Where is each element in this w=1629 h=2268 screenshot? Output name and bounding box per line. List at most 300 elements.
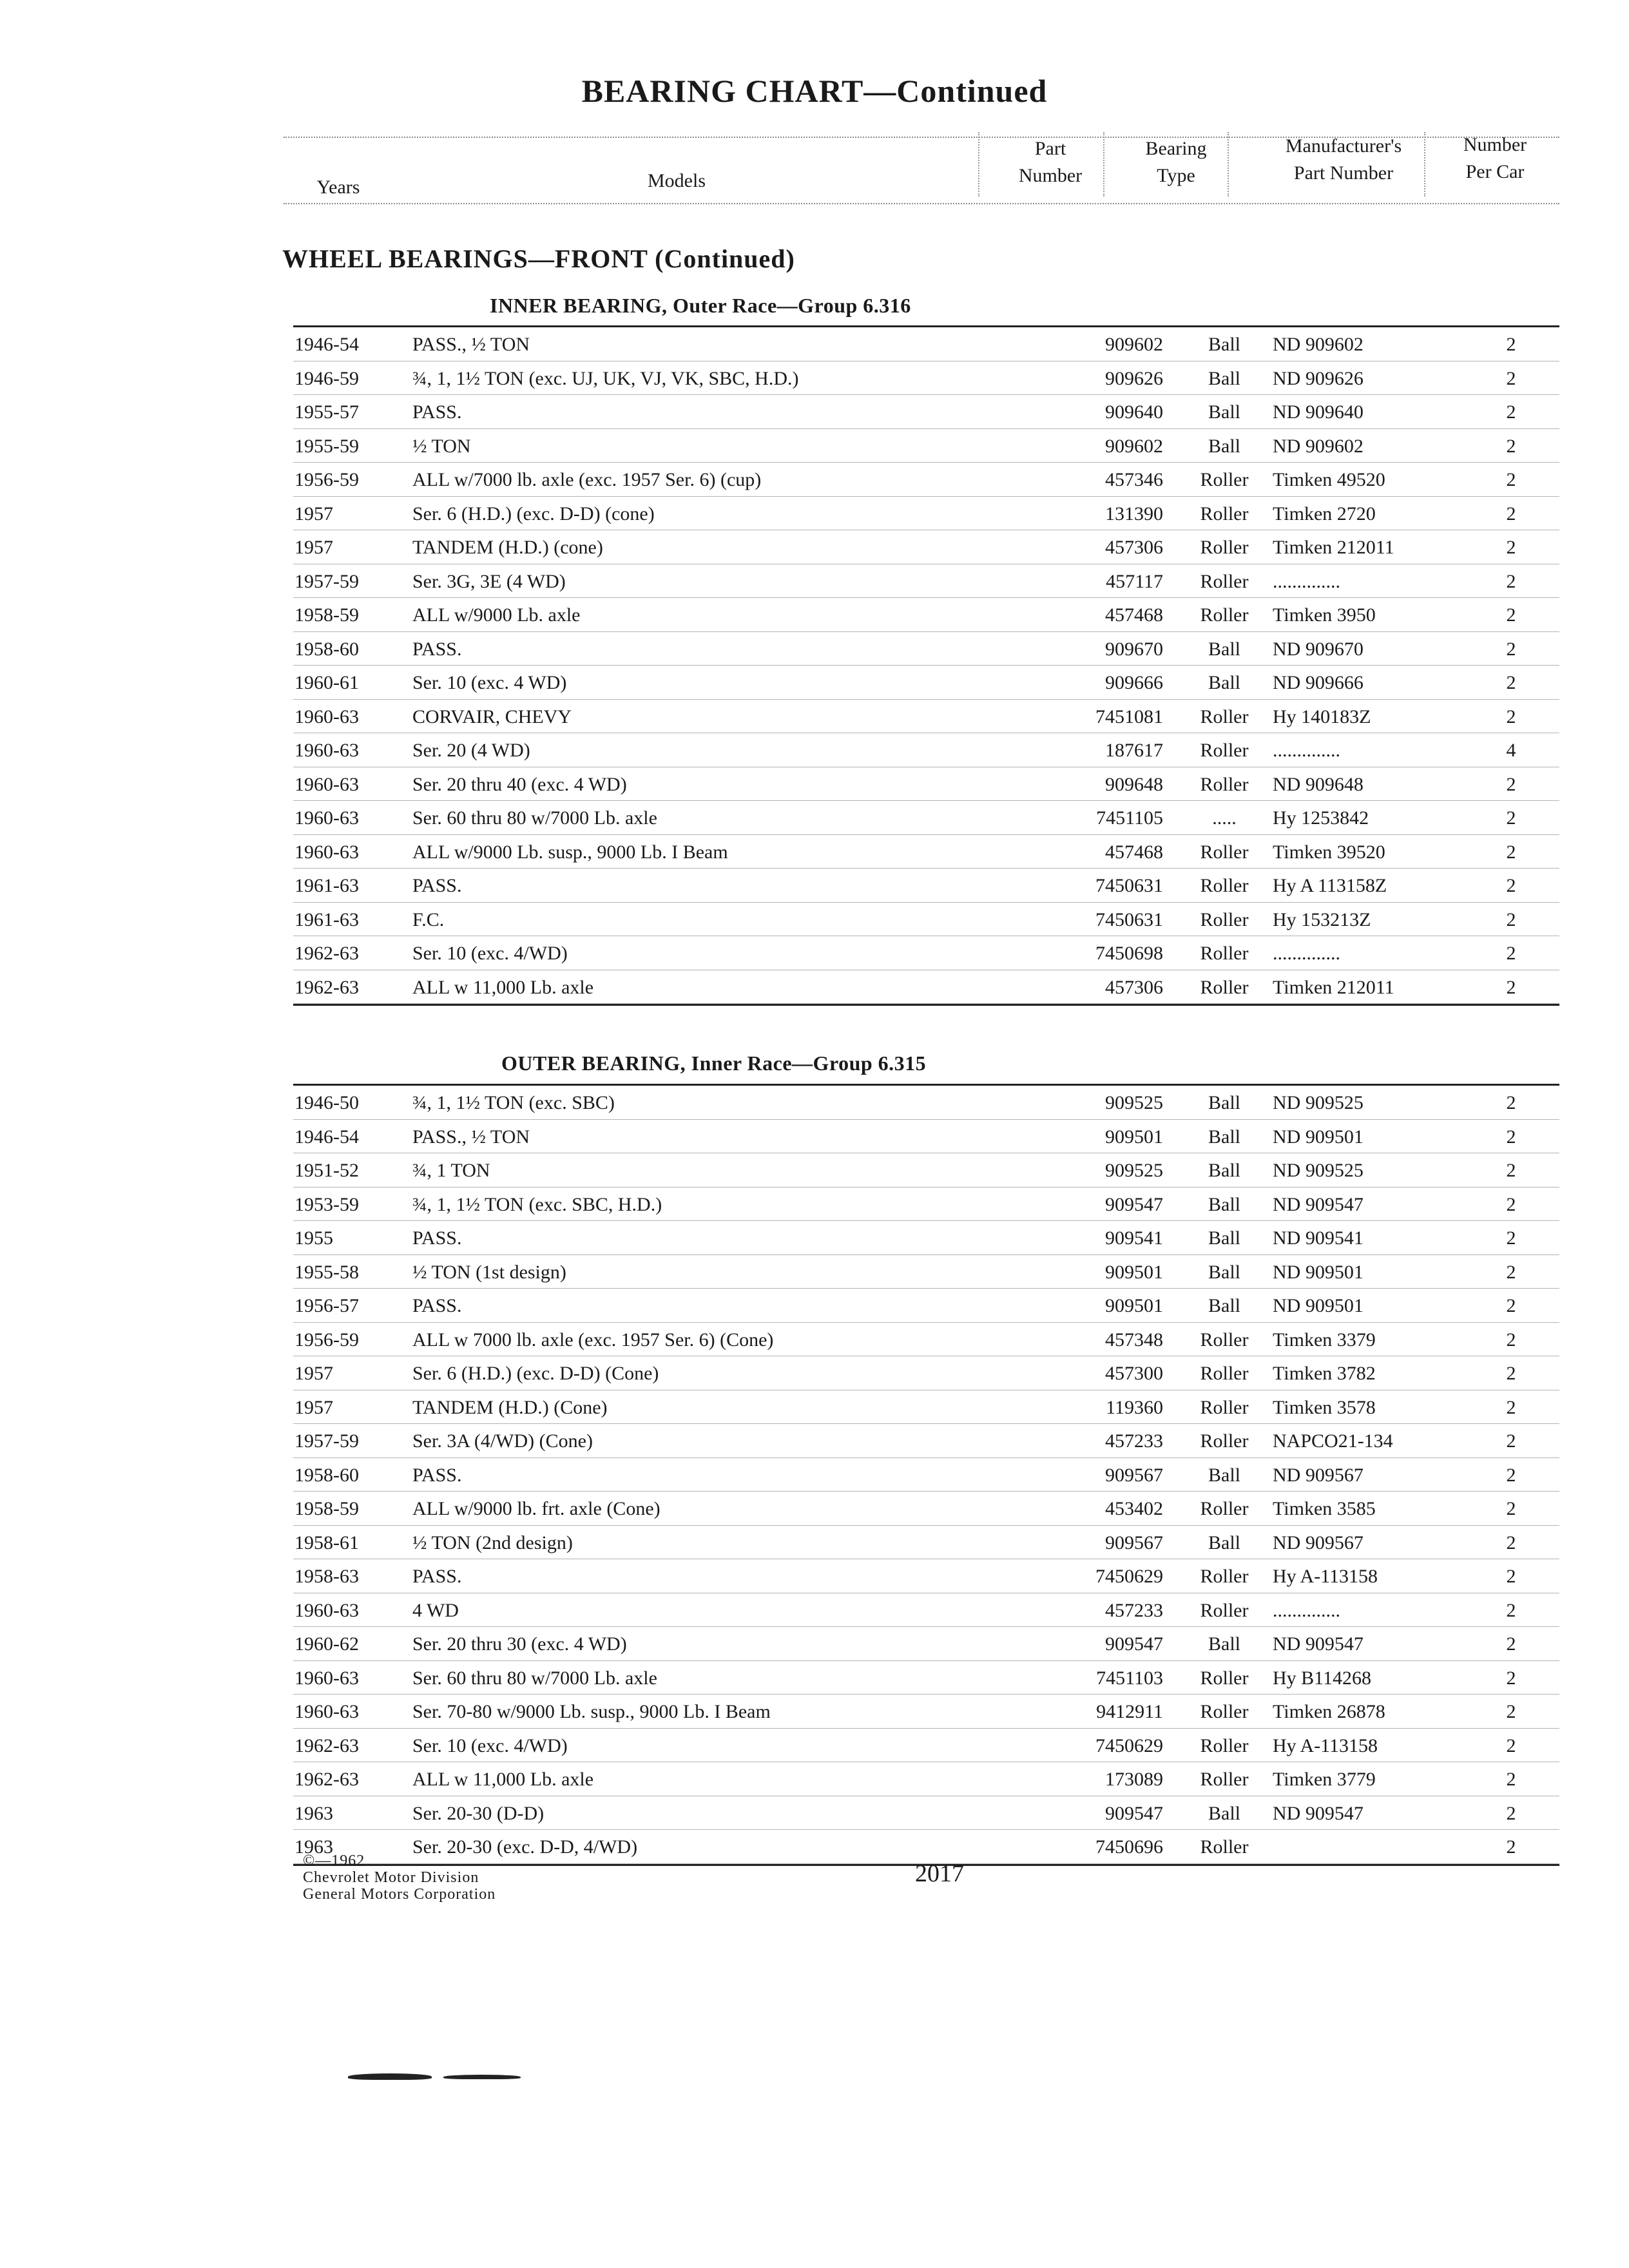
number-per-car-cell: 2 bbox=[1506, 1769, 1516, 1790]
bearing-type-cell: Ball bbox=[1208, 367, 1240, 389]
number-per-car-cell: 2 bbox=[1506, 503, 1516, 524]
part-number-cell: 909670 bbox=[1105, 638, 1163, 660]
year-cell: 1956-59 bbox=[294, 1329, 359, 1350]
bearing-type-cell: Roller bbox=[1200, 1667, 1249, 1689]
table-row bbox=[293, 1390, 1559, 1425]
model-cell: ¾, 1 TON bbox=[412, 1160, 490, 1181]
mfr-part-number-cell: ND 909501 bbox=[1273, 1126, 1364, 1148]
bearing-type-cell: Ball bbox=[1208, 638, 1240, 660]
year-cell: 1957-59 bbox=[294, 1430, 359, 1452]
model-cell: ½ TON (2nd design) bbox=[412, 1532, 573, 1553]
year-cell: 1958-59 bbox=[294, 604, 359, 626]
part-number-cell: 9412911 bbox=[1096, 1701, 1163, 1722]
mfr-part-number-cell: Hy A 113158Z bbox=[1273, 875, 1387, 896]
year-cell: 1946-54 bbox=[294, 1126, 359, 1148]
number-per-car-cell: 2 bbox=[1506, 1735, 1516, 1756]
table-row bbox=[293, 1187, 1559, 1222]
number-per-car-cell: 2 bbox=[1506, 1193, 1516, 1215]
table-row bbox=[293, 1661, 1559, 1695]
table-row bbox=[293, 1526, 1559, 1560]
bearing-type-label-line1: Bearing bbox=[1145, 138, 1207, 159]
mfr-part-number-cell: .............. bbox=[1273, 740, 1340, 761]
part-number-cell: 7450629 bbox=[1095, 1566, 1163, 1587]
number-per-car-cell: 2 bbox=[1506, 1396, 1516, 1418]
number-per-car-cell: 2 bbox=[1506, 908, 1516, 930]
number-per-car-cell: 2 bbox=[1506, 875, 1516, 896]
model-cell: ¾, 1, 1½ TON (exc. SBC, H.D.) bbox=[412, 1193, 662, 1215]
footer-credit bbox=[303, 1852, 496, 1903]
mfr-part-number-cell: ND 909602 bbox=[1273, 334, 1364, 355]
bearing-type-cell: Ball bbox=[1208, 1633, 1240, 1655]
footer-corporation: General Motors Corporation bbox=[303, 1886, 496, 1903]
year-cell: 1961-63 bbox=[294, 875, 359, 896]
table-row bbox=[293, 733, 1559, 767]
model-cell: TANDEM (H.D.) (Cone) bbox=[412, 1396, 608, 1418]
part-number-cell: 7451103 bbox=[1096, 1667, 1163, 1689]
mfr-part-number-cell: ND 909648 bbox=[1273, 773, 1364, 795]
mfr-part-number-cell: ND 909640 bbox=[1273, 401, 1364, 423]
year-cell: 1955-59 bbox=[294, 435, 359, 457]
section-title: WHEEL BEARINGS—FRONT (Continued) bbox=[282, 244, 795, 273]
bearing-type-cell: Roller bbox=[1200, 604, 1249, 626]
bearing-type-cell: Ball bbox=[1208, 1193, 1240, 1215]
table-row bbox=[293, 1356, 1559, 1390]
part-number-cell: 457117 bbox=[1106, 570, 1163, 592]
bearing-type-cell: Roller bbox=[1200, 1566, 1249, 1587]
table-row bbox=[293, 327, 1559, 361]
mfr-part-number-cell: .............. bbox=[1273, 943, 1340, 964]
part-number-cell: 909547 bbox=[1105, 1802, 1163, 1824]
table-row bbox=[293, 1086, 1559, 1120]
number-per-car-cell: 2 bbox=[1506, 1092, 1516, 1113]
mfr-part-number-cell: Timken 3950 bbox=[1273, 604, 1376, 626]
bearing-type-cell: Roller bbox=[1200, 1363, 1249, 1384]
number-per-car-cell: 2 bbox=[1506, 469, 1516, 490]
mfr-part-number-cell: Timken 3585 bbox=[1273, 1498, 1376, 1519]
models-label: Models bbox=[648, 170, 706, 191]
year-cell: 1962-63 bbox=[294, 1769, 359, 1790]
part-number-cell: 909541 bbox=[1105, 1227, 1163, 1249]
table-row bbox=[293, 1695, 1559, 1729]
part-number-cell: 453402 bbox=[1105, 1498, 1163, 1519]
table-row bbox=[293, 632, 1559, 666]
table-row bbox=[293, 970, 1559, 1004]
group-title: INNER BEARING, Outer Race—Group 6.316 bbox=[490, 294, 911, 317]
table-row bbox=[293, 835, 1559, 869]
number-per-car-cell: 2 bbox=[1506, 334, 1516, 355]
model-cell: Ser. 20-30 (exc. D-D, 4/WD) bbox=[412, 1836, 638, 1858]
number-per-car-cell: 2 bbox=[1506, 1532, 1516, 1553]
model-cell: ALL w/7000 lb. axle (exc. 1957 Ser. 6) (cup) bbox=[412, 469, 762, 490]
mfr-part-number-cell: .............. bbox=[1273, 570, 1340, 592]
group-title: OUTER BEARING, Inner Race—Group 6.315 bbox=[501, 1052, 927, 1075]
table-row bbox=[293, 1762, 1559, 1796]
part-number-cell: 7451105 bbox=[1096, 807, 1163, 829]
model-cell: Ser. 10 (exc. 4/WD) bbox=[412, 943, 568, 964]
model-cell: Ser. 10 (exc. 4 WD) bbox=[412, 672, 567, 693]
page-number: 2017 bbox=[915, 1860, 964, 1887]
year-cell: 1960-63 bbox=[294, 1701, 359, 1722]
number-per-car-cell: 2 bbox=[1506, 638, 1516, 660]
number-per-car-cell: 2 bbox=[1506, 1295, 1516, 1316]
header-divider bbox=[1103, 132, 1104, 197]
model-cell: PASS., ½ TON bbox=[412, 1126, 530, 1148]
number-per-car-cell: 2 bbox=[1506, 1363, 1516, 1384]
part-number-cell: 909666 bbox=[1105, 672, 1163, 693]
number-per-car-cell: 2 bbox=[1506, 773, 1516, 795]
model-cell: Ser. 3A (4/WD) (Cone) bbox=[412, 1430, 593, 1452]
model-cell: Ser. 60 thru 80 w/7000 Lb. axle bbox=[412, 1667, 657, 1689]
bearing-type-cell: Roller bbox=[1200, 1329, 1249, 1350]
header-divider bbox=[1424, 132, 1425, 197]
table-row bbox=[293, 497, 1559, 531]
year-cell: 1957 bbox=[294, 537, 333, 558]
year-cell: 1956-57 bbox=[294, 1295, 359, 1316]
model-cell: F.C. bbox=[412, 908, 445, 930]
part-number-cell: 909525 bbox=[1105, 1092, 1163, 1113]
number-per-car-cell: 2 bbox=[1506, 401, 1516, 423]
part-number-cell: 909501 bbox=[1105, 1261, 1163, 1283]
footer-copyright: ©—1962 bbox=[303, 1852, 365, 1869]
mfr-part-number-label-line1: Manufacturer's bbox=[1285, 135, 1402, 157]
model-cell: 4 WD bbox=[412, 1599, 459, 1621]
year-cell: 1956-59 bbox=[294, 469, 359, 490]
table-row bbox=[293, 429, 1559, 463]
part-number-cell: 909525 bbox=[1105, 1160, 1163, 1181]
bearing-type-cell: Ball bbox=[1208, 1802, 1240, 1824]
bearing-type-cell: Roller bbox=[1200, 706, 1249, 727]
bearing-type-cell: Roller bbox=[1200, 943, 1249, 964]
model-cell: Ser. 6 (H.D.) (exc. D-D) (Cone) bbox=[412, 1363, 659, 1384]
model-cell: ¾, 1, 1½ TON (exc. UJ, UK, VJ, VK, SBC, H.D.) bbox=[412, 367, 799, 389]
model-cell: PASS. bbox=[412, 875, 462, 896]
table-row bbox=[293, 1255, 1559, 1289]
mfr-part-number-cell: ND 909567 bbox=[1273, 1464, 1364, 1486]
number-per-car-cell: 4 bbox=[1506, 740, 1516, 761]
table-row bbox=[293, 1424, 1559, 1458]
bearing-type-cell: Roller bbox=[1200, 976, 1249, 998]
number-per-car-cell: 2 bbox=[1506, 706, 1516, 727]
table-row bbox=[293, 530, 1559, 564]
model-cell: CORVAIR, CHEVY bbox=[412, 706, 572, 727]
mfr-part-number-cell: ND 909501 bbox=[1273, 1261, 1364, 1283]
bearing-type-cell: Roller bbox=[1200, 503, 1249, 524]
page-title: BEARING CHART—Continued bbox=[581, 73, 1048, 109]
part-number-label-line1: Part bbox=[1034, 138, 1066, 159]
bearing-table bbox=[293, 1084, 1559, 1866]
model-cell: Ser. 70-80 w/9000 Lb. susp., 9000 Lb. I Beam bbox=[412, 1701, 771, 1722]
part-number-label-line2: Number bbox=[1018, 165, 1083, 186]
year-cell: 1955-58 bbox=[294, 1261, 359, 1283]
years-label: Years bbox=[316, 177, 360, 198]
number-per-car-cell: 2 bbox=[1506, 1329, 1516, 1350]
number-per-car-cell: 2 bbox=[1506, 367, 1516, 389]
mfr-part-number-cell: ND 909666 bbox=[1273, 672, 1364, 693]
bearing-type-cell: Roller bbox=[1200, 773, 1249, 795]
column-header-years bbox=[293, 174, 383, 201]
model-cell: PASS. bbox=[412, 638, 462, 660]
mfr-part-number-cell: Hy A-113158 bbox=[1273, 1566, 1378, 1587]
part-number-cell: 187617 bbox=[1105, 740, 1163, 761]
bearing-type-cell: Ball bbox=[1208, 435, 1240, 457]
year-cell: 1955 bbox=[294, 1227, 333, 1249]
year-cell: 1946-59 bbox=[294, 367, 359, 389]
number-per-car-cell: 2 bbox=[1506, 1802, 1516, 1824]
model-cell: ½ TON (1st design) bbox=[412, 1261, 566, 1283]
year-cell: 1960-63 bbox=[294, 841, 359, 863]
part-number-cell: 119360 bbox=[1106, 1396, 1163, 1418]
part-number-cell: 457468 bbox=[1105, 604, 1163, 626]
number-per-car-cell: 2 bbox=[1506, 1227, 1516, 1249]
number-per-car-cell: 2 bbox=[1506, 1498, 1516, 1519]
ink-smudge bbox=[443, 2075, 521, 2079]
table-row bbox=[293, 1796, 1559, 1831]
mfr-part-number-cell: Timken 39520 bbox=[1273, 841, 1385, 863]
model-cell: PASS. bbox=[412, 401, 462, 423]
part-number-cell: 909602 bbox=[1105, 435, 1163, 457]
part-number-cell: 909602 bbox=[1105, 334, 1163, 355]
bearing-type-cell: Ball bbox=[1208, 1126, 1240, 1148]
part-number-cell: 457300 bbox=[1105, 1363, 1163, 1384]
mfr-part-number-cell: Hy 140183Z bbox=[1273, 706, 1371, 727]
year-cell: 1958-60 bbox=[294, 1464, 359, 1486]
model-cell: ALL w/9000 lb. frt. axle (Cone) bbox=[412, 1498, 660, 1519]
part-number-cell: 457233 bbox=[1105, 1430, 1163, 1452]
number-per-car-cell: 2 bbox=[1506, 672, 1516, 693]
mfr-part-number-cell: ND 909567 bbox=[1273, 1532, 1364, 1553]
number-per-car-cell: 2 bbox=[1506, 1701, 1516, 1722]
year-cell: 1960-63 bbox=[294, 807, 359, 829]
header-divider bbox=[978, 132, 979, 197]
year-cell: 1960-63 bbox=[294, 706, 359, 727]
year-cell: 1946-50 bbox=[294, 1092, 359, 1113]
mfr-part-number-cell: ND 909541 bbox=[1273, 1227, 1364, 1249]
table-row bbox=[293, 767, 1559, 802]
bearing-type-cell: Roller bbox=[1200, 1430, 1249, 1452]
part-number-cell: 909567 bbox=[1105, 1532, 1163, 1553]
part-number-cell: 457306 bbox=[1105, 537, 1163, 558]
bearing-type-cell: Roller bbox=[1200, 1599, 1249, 1621]
table-row bbox=[293, 1729, 1559, 1763]
table-row bbox=[293, 598, 1559, 632]
model-cell: Ser. 10 (exc. 4/WD) bbox=[412, 1735, 568, 1756]
column-header-mfr-part-number bbox=[1234, 133, 1453, 187]
part-number-cell: 7450631 bbox=[1095, 908, 1163, 930]
year-cell: 1962-63 bbox=[294, 976, 359, 998]
number-per-car-cell: 2 bbox=[1506, 1261, 1516, 1283]
bearing-type-cell: Ball bbox=[1208, 1532, 1240, 1553]
mfr-part-number-cell: Timken 212011 bbox=[1273, 537, 1394, 558]
table-row bbox=[293, 1492, 1559, 1526]
year-cell: 1957-59 bbox=[294, 570, 359, 592]
year-cell: 1958-61 bbox=[294, 1532, 359, 1553]
number-per-car-cell: 2 bbox=[1506, 1836, 1516, 1858]
model-cell: Ser. 6 (H.D.) (exc. D-D) (cone) bbox=[412, 503, 655, 524]
mfr-part-number-cell: ND 909525 bbox=[1273, 1160, 1364, 1181]
bearing-type-cell: Roller bbox=[1200, 841, 1249, 863]
mfr-part-number-cell: Timken 3779 bbox=[1273, 1769, 1376, 1790]
year-cell: 1960-63 bbox=[294, 1599, 359, 1621]
model-cell: ¾, 1, 1½ TON (exc. SBC) bbox=[412, 1092, 615, 1113]
table-row bbox=[293, 1593, 1559, 1628]
part-number-cell: 457346 bbox=[1105, 469, 1163, 490]
model-cell: PASS. bbox=[412, 1566, 462, 1587]
mfr-part-number-cell: ND 909547 bbox=[1273, 1802, 1364, 1824]
model-cell: ½ TON bbox=[412, 435, 471, 457]
year-cell: 1957 bbox=[294, 1396, 333, 1418]
bearing-type-cell: Ball bbox=[1208, 1092, 1240, 1113]
year-cell: 1951-52 bbox=[294, 1160, 359, 1181]
mfr-part-number-cell: Hy A-113158 bbox=[1273, 1735, 1378, 1756]
model-cell: PASS., ½ TON bbox=[412, 334, 530, 355]
header-bottom-rule bbox=[284, 203, 1559, 204]
mfr-part-number-cell: Timken 49520 bbox=[1273, 469, 1385, 490]
part-number-cell: 909547 bbox=[1105, 1633, 1163, 1655]
model-cell: Ser. 20 thru 40 (exc. 4 WD) bbox=[412, 773, 627, 795]
model-cell: ALL w 11,000 Lb. axle bbox=[412, 976, 594, 998]
number-per-car-label-line1: Number bbox=[1463, 134, 1527, 155]
bearing-type-cell: Ball bbox=[1208, 1160, 1240, 1181]
bearing-type-cell: Roller bbox=[1200, 908, 1249, 930]
part-number-cell: 173089 bbox=[1105, 1769, 1163, 1790]
year-cell: 1946-54 bbox=[294, 334, 359, 355]
number-per-car-cell: 2 bbox=[1506, 1599, 1516, 1621]
mfr-part-number-cell: Hy 153213Z bbox=[1273, 908, 1371, 930]
table-row bbox=[293, 1289, 1559, 1323]
year-cell: 1953-59 bbox=[294, 1193, 359, 1215]
table-row bbox=[293, 395, 1559, 429]
bearing-type-cell: Ball bbox=[1208, 1464, 1240, 1486]
year-cell: 1960-62 bbox=[294, 1633, 359, 1655]
part-number-cell: 909626 bbox=[1105, 367, 1163, 389]
part-number-cell: 457348 bbox=[1105, 1329, 1163, 1350]
part-number-cell: 909501 bbox=[1105, 1295, 1163, 1316]
part-number-cell: 909501 bbox=[1105, 1126, 1163, 1148]
column-header-models bbox=[567, 168, 786, 195]
mfr-part-number-cell: .............. bbox=[1273, 1599, 1340, 1621]
mfr-part-number-cell: ND 909525 bbox=[1273, 1092, 1364, 1113]
mfr-part-number-cell: ND 909501 bbox=[1273, 1295, 1364, 1316]
number-per-car-cell: 2 bbox=[1506, 1667, 1516, 1689]
table-row bbox=[293, 1153, 1559, 1187]
table-row bbox=[293, 936, 1559, 970]
part-number-cell: 7450696 bbox=[1095, 1836, 1163, 1858]
year-cell: 1961-63 bbox=[294, 908, 359, 930]
model-cell: ALL w/9000 Lb. susp., 9000 Lb. I Beam bbox=[412, 841, 728, 863]
model-cell: TANDEM (H.D.) (cone) bbox=[412, 537, 603, 558]
bearing-type-label-line2: Type bbox=[1157, 165, 1195, 186]
column-header-number-per-car bbox=[1431, 131, 1559, 186]
part-number-cell: 909547 bbox=[1105, 1193, 1163, 1215]
table-bottom-rule bbox=[293, 1004, 1559, 1006]
part-number-cell: 7450698 bbox=[1095, 943, 1163, 964]
number-per-car-cell: 2 bbox=[1506, 1430, 1516, 1452]
table-row bbox=[293, 1323, 1559, 1357]
table-row bbox=[293, 1120, 1559, 1154]
bearing-type-cell: Ball bbox=[1208, 401, 1240, 423]
bearing-type-cell: Roller bbox=[1200, 1396, 1249, 1418]
bearing-type-cell: Roller bbox=[1200, 469, 1249, 490]
bearing-type-cell: Roller bbox=[1200, 1769, 1249, 1790]
model-cell: Ser. 20-30 (D-D) bbox=[412, 1802, 545, 1824]
model-cell: ALL w 7000 lb. axle (exc. 1957 Ser. 6) (Cone) bbox=[412, 1329, 774, 1350]
model-cell: ALL w 11,000 Lb. axle bbox=[412, 1769, 594, 1790]
bearing-type-cell: Roller bbox=[1200, 537, 1249, 558]
mfr-part-number-cell: ND 909547 bbox=[1273, 1193, 1364, 1215]
bearing-type-cell: Ball bbox=[1208, 334, 1240, 355]
model-cell: PASS. bbox=[412, 1295, 462, 1316]
bearing-type-cell: Roller bbox=[1200, 1498, 1249, 1519]
year-cell: 1958-59 bbox=[294, 1498, 359, 1519]
year-cell: 1960-63 bbox=[294, 773, 359, 795]
part-number-cell: 909648 bbox=[1105, 773, 1163, 795]
mfr-part-number-cell: Timken 2720 bbox=[1273, 503, 1376, 524]
model-cell: PASS. bbox=[412, 1227, 462, 1249]
part-number-cell: 7450629 bbox=[1095, 1735, 1163, 1756]
bearing-type-cell: Roller bbox=[1200, 875, 1249, 896]
bearing-type-cell: Ball bbox=[1208, 672, 1240, 693]
mfr-part-number-cell: ND 909547 bbox=[1273, 1633, 1364, 1655]
part-number-cell: 457306 bbox=[1105, 976, 1163, 998]
model-cell: Ser. 60 thru 80 w/7000 Lb. axle bbox=[412, 807, 657, 829]
table-row bbox=[293, 700, 1559, 734]
year-cell: 1955-57 bbox=[294, 401, 359, 423]
number-per-car-cell: 2 bbox=[1506, 807, 1516, 829]
number-per-car-cell: 2 bbox=[1506, 1160, 1516, 1181]
mfr-part-number-cell: ND 909602 bbox=[1273, 435, 1364, 457]
bearing-type-cell: Roller bbox=[1200, 1836, 1249, 1858]
year-cell: 1963 bbox=[294, 1836, 333, 1858]
bearing-type-cell: Ball bbox=[1208, 1295, 1240, 1316]
table-row bbox=[293, 869, 1559, 903]
model-cell: Ser. 3G, 3E (4 WD) bbox=[412, 570, 566, 592]
bearing-type-cell: Roller bbox=[1200, 740, 1249, 761]
year-cell: 1958-60 bbox=[294, 638, 359, 660]
year-cell: 1960-61 bbox=[294, 672, 359, 693]
part-number-cell: 457233 bbox=[1105, 1599, 1163, 1621]
ink-smudge bbox=[348, 2073, 432, 2080]
table-row bbox=[293, 1559, 1559, 1593]
mfr-part-number-cell: Timken 212011 bbox=[1273, 976, 1394, 998]
year-cell: 1963 bbox=[294, 1802, 333, 1824]
mfr-part-number-cell: Hy B114268 bbox=[1273, 1667, 1372, 1689]
mfr-part-number-cell: ND 909626 bbox=[1273, 367, 1364, 389]
part-number-cell: 131390 bbox=[1105, 503, 1163, 524]
table-row bbox=[293, 1458, 1559, 1492]
number-per-car-cell: 2 bbox=[1506, 976, 1516, 998]
bearing-type-cell: Ball bbox=[1208, 1261, 1240, 1283]
part-number-cell: 7451081 bbox=[1095, 706, 1163, 727]
mfr-part-number-cell: Timken 3578 bbox=[1273, 1396, 1376, 1418]
table-row bbox=[293, 801, 1559, 835]
mfr-part-number-cell: Timken 3782 bbox=[1273, 1363, 1376, 1384]
year-cell: 1960-63 bbox=[294, 1667, 359, 1689]
mfr-part-number-cell: NAPCO21-134 bbox=[1273, 1430, 1393, 1452]
part-number-cell: 457468 bbox=[1105, 841, 1163, 863]
number-per-car-cell: 2 bbox=[1506, 604, 1516, 626]
number-per-car-cell: 2 bbox=[1506, 435, 1516, 457]
mfr-part-number-cell: ND 909670 bbox=[1273, 638, 1364, 660]
table-row bbox=[293, 564, 1559, 599]
model-cell: Ser. 20 thru 30 (exc. 4 WD) bbox=[412, 1633, 627, 1655]
bearing-type-cell: Roller bbox=[1200, 1701, 1249, 1722]
bearing-type-cell: ..... bbox=[1212, 807, 1237, 829]
bearing-table bbox=[293, 325, 1559, 1006]
model-cell: PASS. bbox=[412, 1464, 462, 1486]
mfr-part-number-label-line2: Part Number bbox=[1293, 162, 1394, 184]
year-cell: 1962-63 bbox=[294, 1735, 359, 1756]
table-row bbox=[293, 1627, 1559, 1661]
